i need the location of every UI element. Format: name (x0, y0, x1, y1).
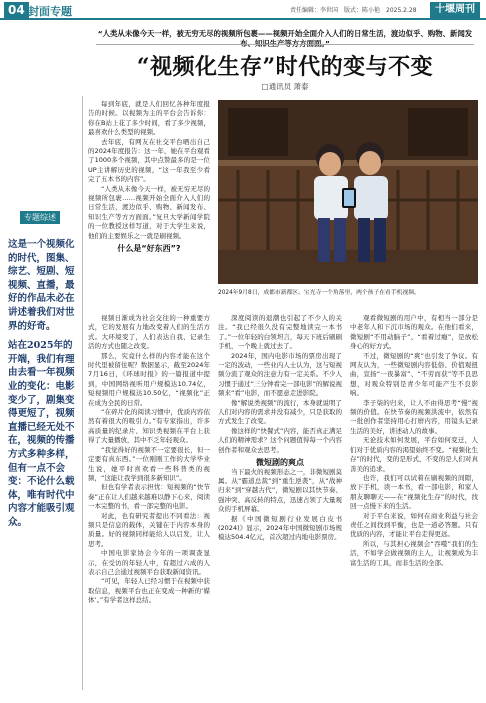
article-paragraph: 对于平台来说，如何在商业利益与社会责任之间找到平衡，也是一道必答题。只有优质的内容，才能让平台走得更远。 (350, 511, 478, 539)
lead-quote: “人类从未像今天一样，被无穷无尽的视频所包裹——视频开始全面介入人们的日常生活，渡边似乎、购物、新闻发 (97, 29, 473, 38)
subheading-micro-drama: 微短剧的爽点 (256, 458, 304, 468)
children-watching-phone-photo (218, 100, 478, 284)
article-paragraph: 观看微短剧的用户中，有相当一部分是中老年人和下沉市场的观众。在他们看来，微短剧“不用动脑子”、“看着过瘾”，是放松身心的好方式。 (350, 314, 478, 351)
article-paragraph: 去年底，有网友在社交平台晒出自己的2024年度报告：这一年，她在平台观看了1000多个视频，其中点赞最多的是一位UP主讲解历史的视频，“这一年我至少看完了五本书的内容”。 (88, 137, 210, 184)
page-number: 04 (4, 2, 29, 18)
section-name: 封面专题 (28, 5, 72, 18)
article-paragraph: “可见，年轻人已经习惯于在视频中获取信息，视频平台也正在变成一种新的‘媒体’。”有学者这样总结。 (88, 577, 210, 605)
sidebar-paragraph: 站在2025年的开端，我们有理由去看一年视频业的变化：电影变少了，剧集变得更短了，视频直播已经无处不在，视频的传播方式多种多样，但有一点不会变：不论什么载体，唯有时代中内容才能吸引观众。 (8, 340, 75, 528)
article-paragraph: 无论技术如何发展，平台如何变迁，人们对于优质内容的渴望始终不变。“视频化生存”的时代，变的是形式，不变的是人们对真善美的追求。 (350, 436, 478, 473)
article-paragraph: 像这样的“快餐式”内容，能否真正满足人们的精神需求？这个问题值得每一个内容创作者和观众去思考。 (218, 426, 342, 454)
article-headline: “视频化生存”时代的变与不变 (136, 54, 434, 80)
article-paragraph: 也许，我们可以试着在刷视频的间隙，放下手机，读一本书，看一部电影，和家人朋友聊聊天——在“视频化生存”的时代，找回一点慢下来的生活。 (350, 473, 478, 511)
article-paragraph: 那么，究竟什么样的内容才能在这个时代里被留住呢？数据显示，截至2024年7月16日，《环球时报》的一篇报道中提到，中国网络视听用户规模达10.74亿，短视频用户规模达10.50亿，“视频化”正在成为全民的日常。 (88, 351, 210, 407)
article-paragraph: “我觉得好的视频不一定要很长，但一定要有真东西。”一位刚刚工作的大学毕业生说，她平时喜欢看一些科普类的视频，“这能让我学到很多新知识”。 (88, 445, 210, 482)
article-paragraph: 对此，也有研究者提出不同看法：视频只是信息的载体，关键在于内容本身的质量。好的视频同样能给人以启发，让人思考。 (88, 511, 210, 548)
article-paragraph: 但也有学者表示担忧：短视频的“快节奏”正在让人们越来越难以静下心来，阅读一本完整的书，看一部完整的电影。 (88, 483, 210, 511)
newspaper-name: 十堰周刊 (430, 2, 480, 18)
lead-divider (96, 44, 474, 45)
subheading-good-content: 什么是“好东西”? (117, 244, 181, 254)
article-column-1 (88, 100, 210, 254)
sidebar-commentary (8, 205, 78, 529)
article-paragraph: “在碎片化的阅读习惯中，优质内容依然有着很大的吸引力。”有专家指出，许多高质量的纪录片、知识类视频在平台上获得了大量播放，其中不乏年轻观众。 (88, 408, 210, 445)
article-paragraph: 不过，微短剧的“爽”也引发了争议。有网友认为，一些微短剧内容低俗、价值观扭曲，宣扬“一夜暴富”、“不劳而获”等不良思想，对观众特别是青少年可能产生不良影响。 (350, 351, 478, 398)
article-paragraph: 中国电影家协会今年的一项调查显示，在受访的年轻人中，有超过六成的人表示自己会通过视频平台获取新闻资讯。 (88, 549, 210, 576)
article-paragraph: 像“解说类视频”的流行，本身就说明了人们对内容的需求并没有减少，只是获取的方式发生了改变。 (218, 398, 342, 426)
article-paragraph: “人类从未像今天一样，被无穷无尽的视频所包裹……视频开始全面介入人们的日常生活，渡边似乎、购物、新闻发布、知识生产等方方面面。”复旦大学新闻学院的一位教授这样写道，对于大学生来说，他们的主要娱乐之一就是刷视频。 (88, 184, 210, 240)
article-photo (218, 100, 478, 284)
article-byline: □通讯员 萧泰 (261, 82, 309, 91)
column-divider (82, 96, 83, 690)
article-column-1-continued (88, 314, 210, 606)
sidebar-text (8, 238, 78, 529)
article-column-2 (218, 314, 342, 543)
article-paragraph: 当下最火的视频形态之一，非微短剧莫属。从“霸道总裁”到“重生逆袭”，从“战神归来”到“穿越古代”，微短剧以其快节奏、强冲突、高反转的特点，迅速占领了大量观众的手机屏幕。 (218, 467, 342, 514)
article-paragraph: 2024年，国内电影市场的票房出现了一定的波动，一些业内人士认为，这与短视频分流了观众的注意力有一定关系。不少人习惯于通过“三分钟看完一部电影”的解说视频来“看”电影，而不愿意走进影院。 (218, 351, 342, 398)
article-paragraph: 据《中国微短剧行业发展白皮书(2024)》显示，2024年中国微短剧市场规模达504.4亿元，首次超过内地电影票房。 (218, 514, 342, 542)
article-paragraph: 深度阅读的退潮也引起了不少人的关注。“我已经很久没有完整地读完一本书了。”一位年轻的白领坦言，每天下班后刷刷手机，一个晚上就过去了。 (218, 314, 342, 351)
article-paragraph: 视频日渐成为社会交往的一种重要方式，它的发展有力地改变着人们的生活方式。大环境变了，人们表达自我、记录生活的方式也随之改变。 (88, 314, 210, 351)
page-header (0, 0, 486, 20)
sidebar-paragraph: 这是一个视频化的时代，图集、综艺、短剧、短视频、直播，最好的作品未必在讲述着我们对世界的好奇。 (8, 239, 75, 332)
editor-credits: 责任编辑：李世国 版式：陈小艳 2025.2.28 (290, 7, 417, 14)
article-column-3 (350, 314, 478, 568)
article-paragraph: 所以，与其担心视频会“吞噬”我们的生活，不如学会做视频的主人，让视频成为丰富生活的工具，而非生活的全部。 (350, 539, 478, 567)
article-paragraph: 每到年底，就是人们回忆各种年度报告的时候。以视频为主的平台会告诉你：你在B站上花了多少时间，看了多少视频，最喜欢什么类型的视频。 (88, 100, 210, 137)
photo-caption: 2024年9月8日，成都市新都区。宝光寺一个角落里，两个孩子在看手机视频。 (218, 290, 420, 296)
sidebar-tag: 专题综述 (20, 211, 60, 224)
article-paragraph: 李子柒的归来，让人不由得思考“慢”视频的价值。在快节奏的视频洪流中，依然有一批创作者坚持用心打磨内容，用镜头记录生活的美好，讲述动人的故事。 (350, 398, 478, 435)
